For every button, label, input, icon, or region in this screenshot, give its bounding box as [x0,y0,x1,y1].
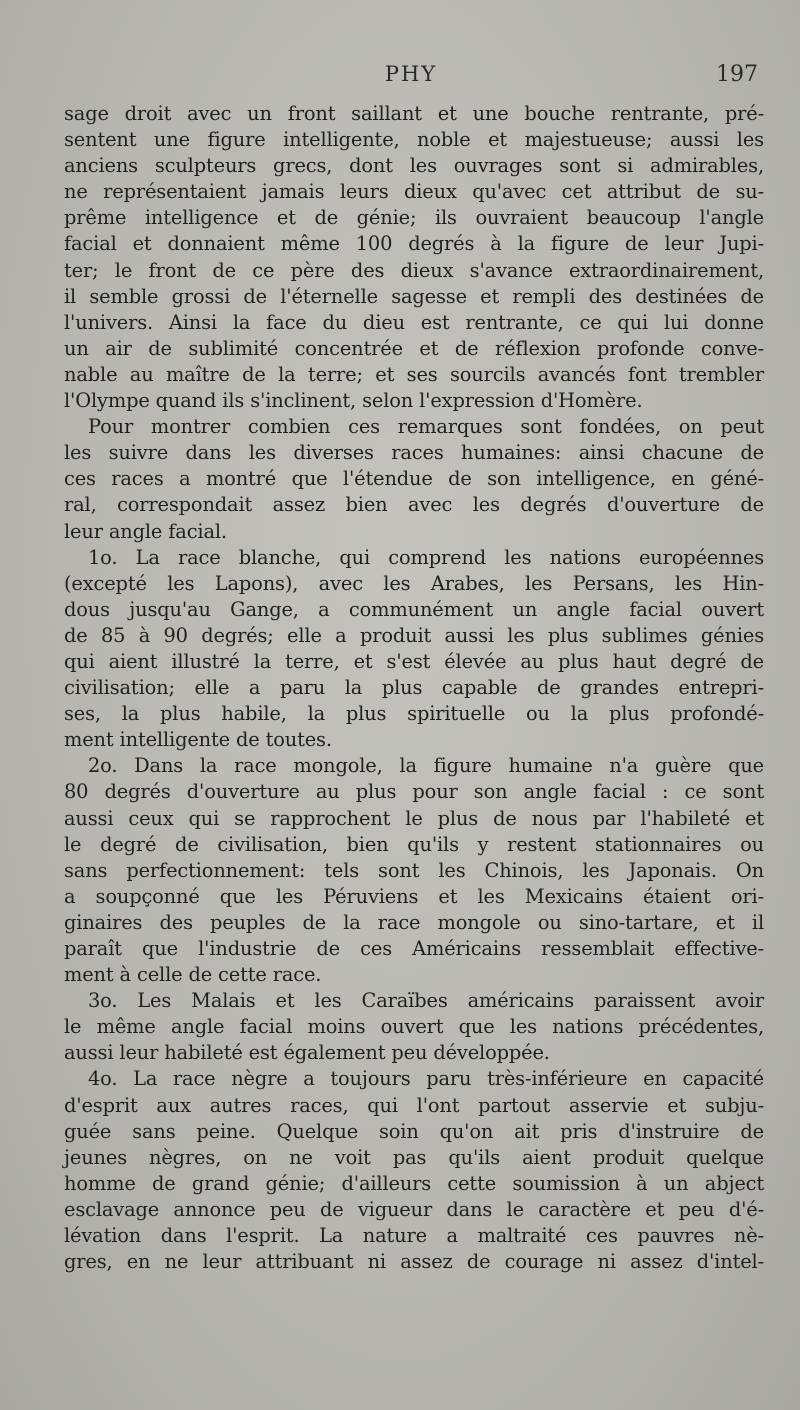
running-head: PHY [384,62,438,86]
text-line: prême intelligence et de génie; ils ouvraient beaucoup l'angle [64,206,764,230]
text-line: 2o. Dans la race mongole, la figure humaine n'a guère que [88,754,764,778]
text-line: ces races a montré que l'étendue de son intelligence, en géné- [64,467,764,491]
text-line: les suivre dans les diverses races humaines: ainsi chacune de [64,441,764,465]
text-line: civilisation; elle a paru la plus capable de grandes entrepri- [64,676,764,700]
text-line: Pour montrer combien ces remarques sont fondées, on peut [88,415,764,439]
page-number: 197 [716,62,758,87]
text-line: paraît que l'industrie de ces Américains ressemblait effective- [64,937,764,960]
text-line: qui aient illustré la terre, et s'est élevée au plus haut degré de [64,649,764,673]
text-line: homme de grand génie; d'ailleurs cette soumission à un abject [64,1171,764,1195]
text-line: sans perfectionnement: tels sont les Chinois, les Japonais. On [64,858,764,882]
text-line: de 85 à 90 degrés; elle a produit aussi les plus sublimes génies [64,623,764,647]
text-line: lévation dans l'esprit. La nature a maltraité ces pauvres nè- [64,1224,764,1248]
text-line: dous jusqu'au Gange, a communément un angle facial ouvert [64,597,764,621]
text-line: ter; le front de ce père des dieux s'avance extraordinairement, [64,258,764,282]
text-line: d'esprit aux autres races, qui l'ont partout asservie et subju- [64,1093,764,1117]
text-line: ne représentaient jamais leurs dieux qu'avec cet attribut de su- [64,180,764,204]
text-line: ral, correspondait assez bien avec les degrés d'ouverture de [64,493,764,517]
text-line: ment à celle de cette race. [64,963,322,987]
text-line: a soupçonné que les Péruviens et les Mexicains étaient ori- [64,884,764,908]
text-line: (excepté les Lapons), avec les Arabes, les Persans, les Hin- [64,571,764,595]
text-line: jeunes nègres, on ne voit pas qu'ils aient produit quelque [64,1145,764,1169]
text-line: ment intelligente de toutes. [64,728,332,752]
text-line: nable au maître de la terre; et ses sourcils avancés font trembler [64,362,764,386]
text-line: guée sans peine. Quelque soin qu'on ait pris d'instruire de [64,1119,764,1143]
page-header [64,62,758,96]
text-line: aussi leur habileté est également peu développée. [64,1041,550,1065]
text-line: il semble grossi de l'éternelle sagesse et rempli des destinées de [64,284,764,308]
text-line: 80 degrés d'ouverture au plus pour son angle facial : ce sont [64,780,764,804]
text-line: ses, la plus habile, la plus spirituelle ou la plus profondé- [64,702,764,726]
text-line: sentent une figure intelligente, noble et majestueuse; aussi les [64,128,764,152]
text-line: gres, en ne leur attribuant ni assez de courage ni assez d'intel- [64,1250,764,1274]
text-line: le degré de civilisation, bien qu'ils y restent stationnaires ou [64,832,764,856]
text-line: ginaires des peuples de la race mongole ou sino-tartare, et il [64,910,764,934]
text-line: 3o. Les Malais et les Caraïbes américains paraissent avoir [88,989,764,1013]
text-line: sage droit avec un front saillant et une bouche rentrante, pré- [64,102,764,125]
text-line: esclavage annonce peu de vigueur dans le caractère et peu d'é- [64,1197,764,1221]
text-line: facial et donnaient même 100 degrés à la figure de leur Jupi- [64,232,764,256]
text-line: anciens sculpteurs grecs, dont les ouvrages sont si admirables, [64,154,764,178]
body-text [64,101,764,1275]
text-line: 1o. La race blanche, qui comprend les nations européennes [88,545,764,569]
text-line: leur angle facial. [64,519,227,543]
text-line: l'univers. Ainsi la face du dieu est rentrante, ce qui lui donne [64,310,764,334]
text-line: l'Olympe quand ils s'inclinent, selon l'expression d'Homère. [64,389,643,413]
text-line: 4o. La race nègre a toujours paru très-inférieure en capacité [88,1067,764,1091]
text-line: aussi ceux qui se rapprochent le plus de nous par l'habileté et [64,806,764,830]
text-line: un air de sublimité concentrée et de réflexion profonde conve- [64,336,764,360]
text-line: le même angle facial moins ouvert que les nations précédentes, [64,1015,764,1039]
